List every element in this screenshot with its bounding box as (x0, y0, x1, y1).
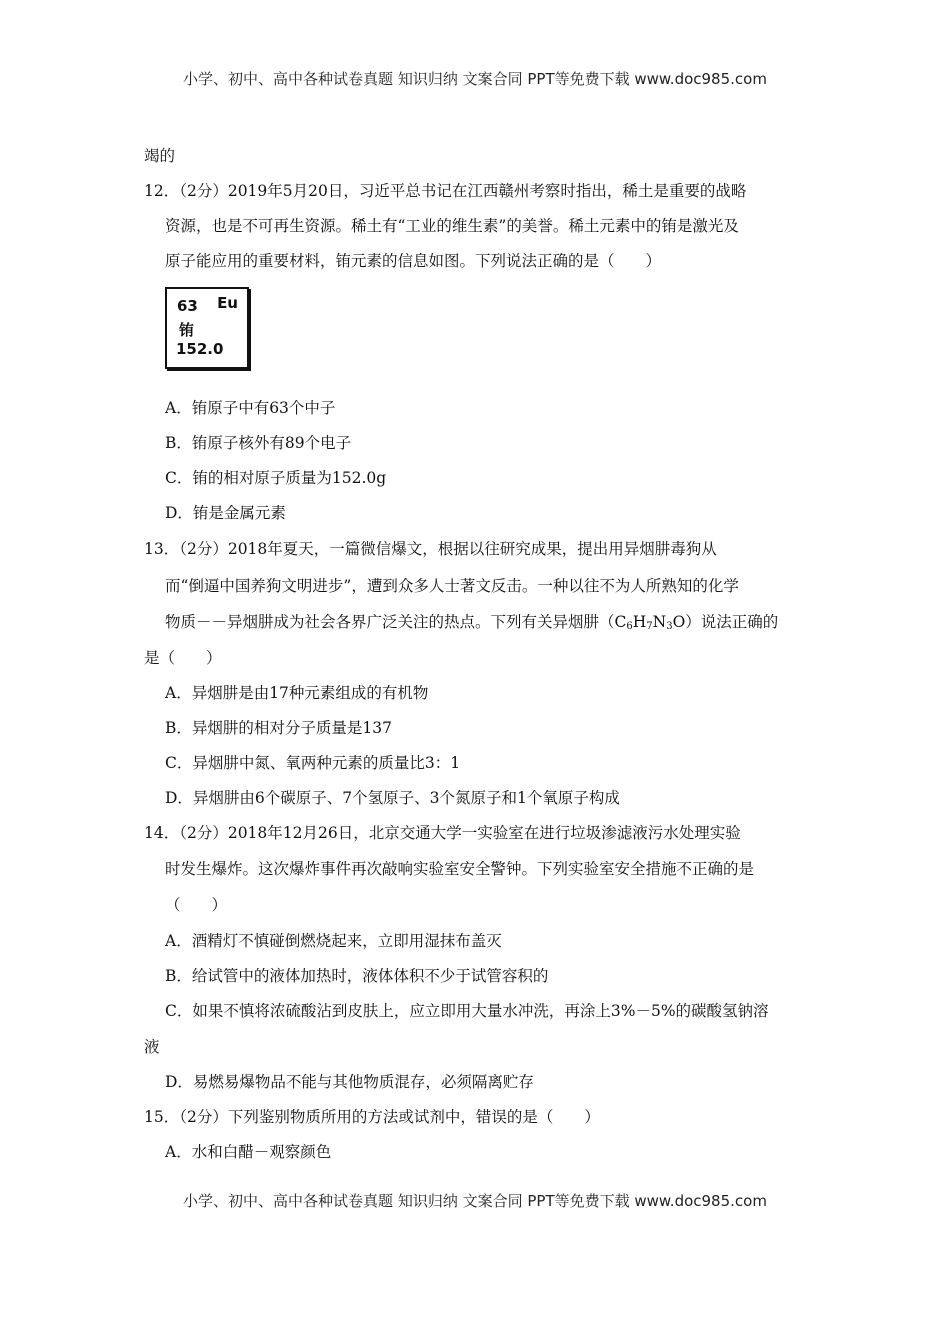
element-symbol: Eu (217, 294, 238, 312)
question-12-option-d: D．铕是金属元素 (165, 504, 286, 522)
question-14-option-a: A．酒精灯不慎碰倒燃烧起来，立即用湿抹布盖灭 (165, 932, 502, 950)
question-12-line-1: 12．（2分）2019年5月20日，习近平总书记在江西赣州考察时指出，稀土是重要的战略 (144, 182, 747, 200)
question-13-line-2: 而“倒逼中国养狗文明进步”，遭到众多人士著文反击。一种以往不为人所熟知的化学 (165, 577, 739, 595)
question-13-line-3: 物质－－异烟肼成为社会各界广泛关注的热点。下列有关异烟肼$(C_6H_7N_3O)$说法正确的 (165, 613, 779, 632)
question-12-option-c: C．铕的相对原子质量为152.0g (165, 469, 387, 487)
question-12-option-a: A．铕原子中有63个中子 (165, 399, 336, 417)
element-card (165, 287, 249, 369)
text-fragment: 竭的 (144, 147, 176, 165)
question-13-line-1: 13．（2分）2018年夏天，一篇微信爆文，根据以往研究成果，提出用异烟肼毒狗从 (144, 540, 717, 558)
question-15-line-1: 15．（2分）下列鉴别物质所用的方法或试剂中，错误的是（ ） (144, 1108, 600, 1126)
question-14-line-2: 时发生爆炸。这次爆炸事件再次敲响实验室安全警钟。下列实验室安全措施不正确的是 (165, 860, 755, 878)
question-12-option-b: B．铕原子核外有89个电子 (165, 434, 352, 452)
page-footer: 小学、初中、高中各种试卷真题 知识归纳 文案合同 PPT等免费下载 www.doc985.com (183, 1192, 767, 1210)
question-15-option-a: A．水和白醋－观察颜色 (165, 1143, 332, 1161)
question-14-line-1: 14．（2分）2018年12月26日，北京交通大学一实验室在进行垃圾渗滤液污水处理实验 (144, 824, 741, 842)
question-13-option-a: A．异烟肼是由17种元素组成的有机物 (165, 684, 429, 702)
question-14-option-d: D．易燃易爆物品不能与其他物质混存，必须隔离贮存 (165, 1073, 534, 1091)
question-13-option-d: D．异烟肼由6个碳原子、7个氢原子、3个氮原子和1个氧原子构成 (165, 789, 620, 807)
element-mass: 152.0 (176, 340, 224, 358)
question-13-option-c: C．异烟肼中氮、氧两种元素的质量比3：1 (165, 754, 461, 772)
question-14-option-c: C．如果不慎将浓硫酸沾到皮肤上，应立即用大量水冲洗，再涂上3%－5%的碳酸氢钠溶 (165, 1002, 769, 1020)
question-13-option-b: B．异烟肼的相对分子质量是137 (165, 719, 392, 737)
page-header: 小学、初中、高中各种试卷真题 知识归纳 文案合同 PPT等免费下载 www.doc985.com (183, 70, 767, 88)
question-12-line-3: 原子能应用的重要材料，铕元素的信息如图。下列说法正确的是（ ） (165, 252, 662, 270)
question-14-line-3: （ ） (165, 896, 228, 914)
element-atomic-number: 63 (177, 297, 198, 315)
question-13-line-4: 是（ ） (144, 649, 222, 667)
question-12-line-2: 资源，也是不可再生资源。稀土有“工业的维生素”的美誉。稀土元素中的铕是激光及 (165, 217, 739, 235)
question-14-option-c-continued: 液 (144, 1038, 160, 1056)
element-name: 铕 (179, 321, 195, 339)
question-14-option-b: B．给试管中的液体加热时，液体体积不少于试管容积的 (165, 967, 549, 985)
